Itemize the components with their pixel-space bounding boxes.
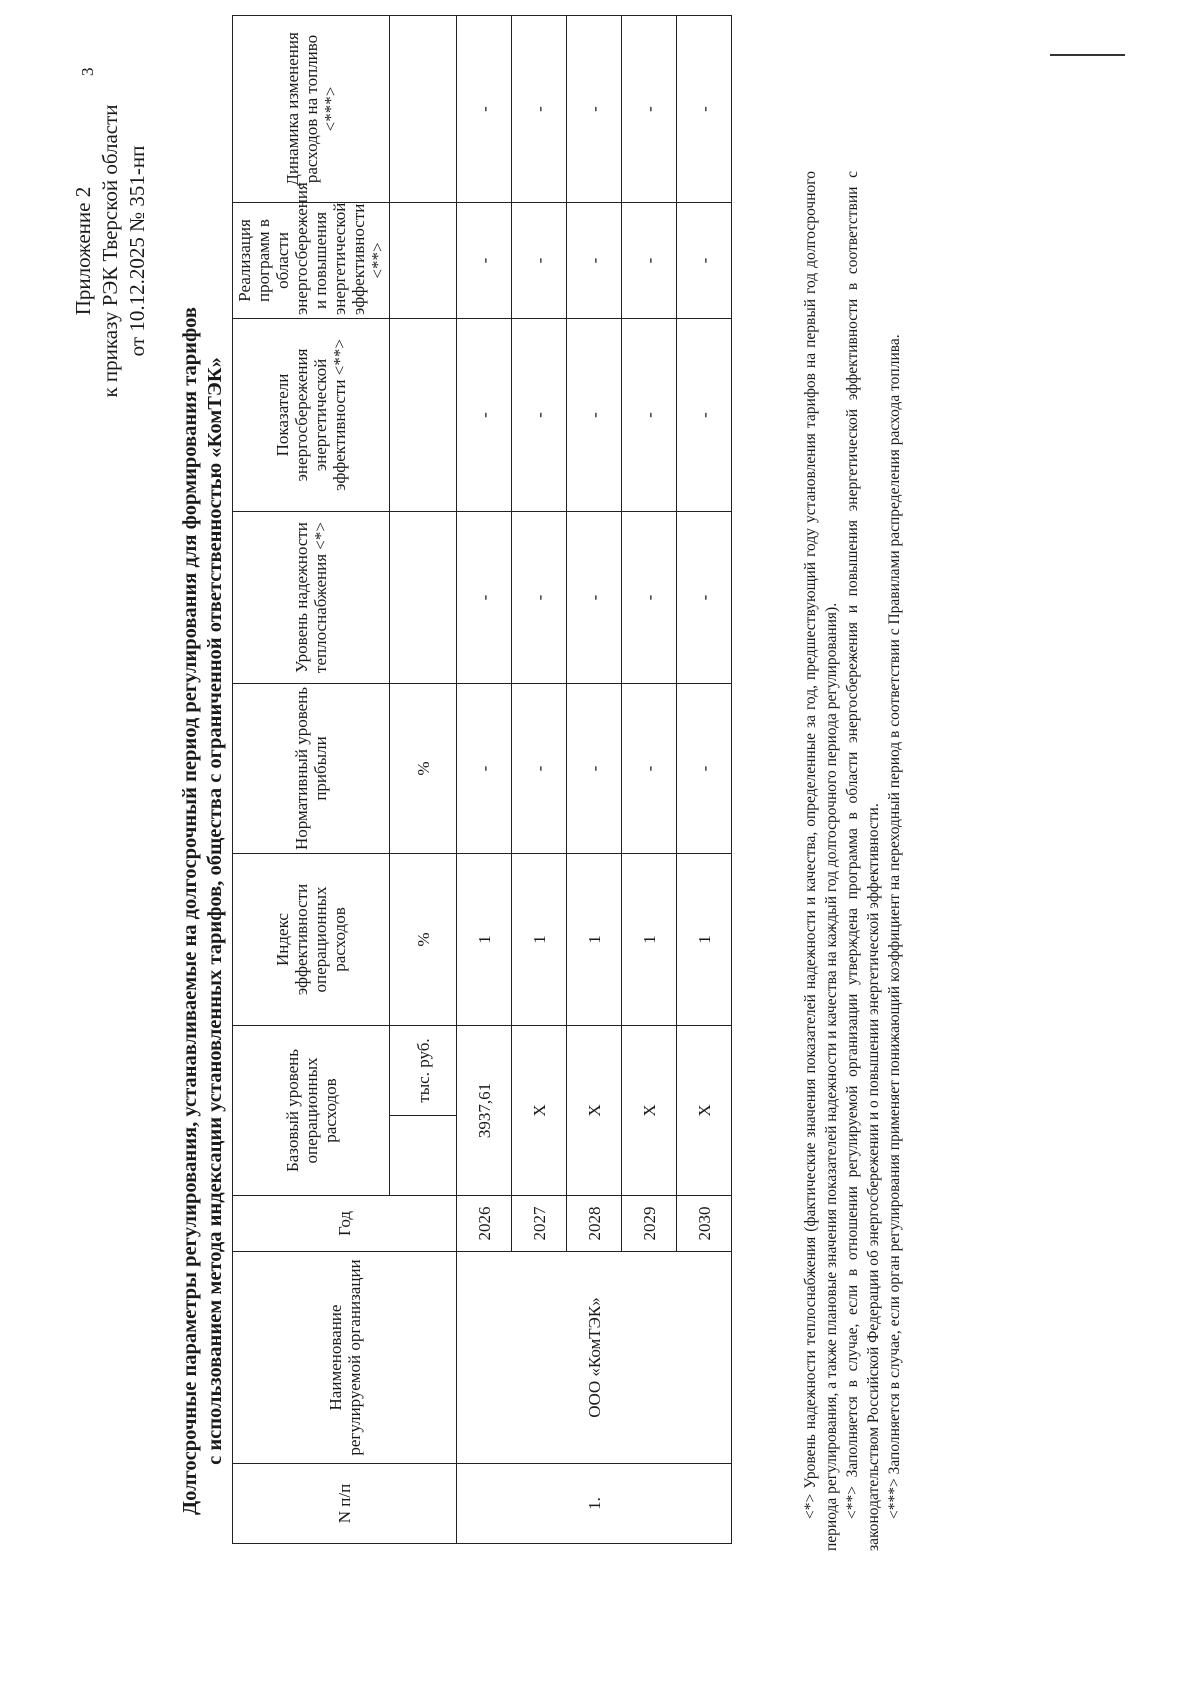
cell-eff-index: 1	[677, 853, 732, 1025]
cell-reliability: -	[622, 511, 677, 683]
header-fuel-dynamics: Динамика изменения расходов на топливо <***>	[233, 15, 390, 202]
cell-profit: -	[457, 683, 512, 853]
appendix-line-3: от 10.12.2025 № 351-нп	[125, 145, 149, 357]
cell-fuel-dynamics: -	[512, 15, 567, 202]
cell-energy-programs: -	[622, 202, 677, 318]
document-title	[178, 216, 228, 1606]
units-eff-index: %	[390, 853, 457, 1025]
row-num: 1.	[457, 1464, 732, 1544]
cell-year: 2030	[677, 1196, 732, 1252]
header-base-cost: Базовый уровень операционных расходов	[233, 1025, 390, 1195]
cell-year: 2028	[567, 1196, 622, 1252]
header-num: N п/п	[233, 1464, 457, 1544]
cell-eff-index: 1	[512, 853, 567, 1025]
cell-eff-index: 1	[622, 853, 677, 1025]
header-energy-programs: Реализация программ в области энергосбережения и повышения энергетической эффективности <**>	[233, 202, 390, 318]
cell-year: 2029	[622, 1196, 677, 1252]
cell-profit: -	[512, 683, 567, 853]
header-energy-indicators: Показатели энергосбережения энергетической эффективности <**>	[233, 318, 390, 511]
footnote-1: <*> Уровень надежности теплоснабжения (фактические значения показателей надежности и качества, определенные за год, предшествующий году установления тарифов на первый год долгосрочного периода регулирования, а также плановые значения показателей надежности и качества на каждый год долгосрочного периода регулирования).	[802, 171, 840, 1551]
cell-eff-index: 1	[567, 853, 622, 1025]
header-year: Год	[233, 1196, 457, 1252]
appendix-header	[70, 71, 151, 431]
footnotes	[800, 171, 905, 1551]
cell-energy-indicators: -	[677, 318, 732, 511]
units-reliability	[390, 511, 457, 683]
cell-energy-programs: -	[457, 202, 512, 318]
cell-energy-programs: -	[567, 202, 622, 318]
title-line-1: Долгосрочные параметры регулирования, устанавливаемые на долгосрочный период регулирования для формирования тарифов	[179, 307, 201, 1515]
appendix-line-2: к приказу РЭК Тверской области	[98, 104, 122, 398]
cell-base-cost: 3937,61	[457, 1025, 512, 1195]
appendix-line-1: Приложение 2	[71, 186, 95, 316]
margin-mark	[1050, 54, 1125, 56]
cell-profit: -	[677, 683, 732, 853]
header-reliability: Уровень надежности теплоснабжения <*>	[233, 511, 390, 683]
parameters-table	[232, 15, 732, 1544]
cell-reliability: -	[567, 511, 622, 683]
cell-reliability: -	[457, 511, 512, 683]
footnote-2: <**> Заполняется в случае, если в отношении регулируемой организации утверждена программа в области энергосбережения и повышения энергетической эффективности в соответствии с законодательством Российской Федерации об энергосбережении и о повышении энергетической эффективности.	[844, 171, 882, 1551]
cell-fuel-dynamics: -	[457, 15, 512, 202]
cell-eff-index: 1	[457, 853, 512, 1025]
cell-year: 2026	[457, 1196, 512, 1252]
cell-reliability: -	[677, 511, 732, 683]
cell-energy-indicators: -	[622, 318, 677, 511]
cell-energy-programs: -	[512, 202, 567, 318]
units-energy-indicators	[390, 318, 457, 511]
cell-energy-indicators: -	[457, 318, 512, 511]
page-number: 3	[78, 67, 97, 76]
footnote-3: <***> Заполняется в случае, если орган регулирования применяет понижающий коэффициент на переходный период в соответствии с Правилами распределения расхода топлива.	[886, 334, 903, 1519]
cell-year: 2027	[512, 1196, 567, 1252]
header-eff-index: Индекс эффективности операционных расходов	[233, 853, 390, 1025]
title-line-2: с использованием метода индексации установленных тарифов, общества с ограниченной ответственностью «КомТЭК»	[204, 357, 226, 1465]
cell-profit: -	[567, 683, 622, 853]
cell-base-cost: Х	[567, 1025, 622, 1195]
table-row	[457, 15, 512, 1543]
cell-reliability: -	[512, 511, 567, 683]
units-base-cost: тыс. руб.	[390, 1025, 457, 1115]
units-profit: %	[390, 683, 457, 853]
units-base-cost-spacer	[390, 1116, 457, 1196]
cell-energy-programs: -	[677, 202, 732, 318]
units-energy-programs	[390, 202, 457, 318]
cell-base-cost: Х	[677, 1025, 732, 1195]
org-name: ООО «КомТЭК»	[457, 1252, 732, 1464]
cell-energy-indicators: -	[512, 318, 567, 511]
cell-base-cost: Х	[622, 1025, 677, 1195]
header-org: Наименование регулируемой организации	[233, 1252, 457, 1464]
cell-fuel-dynamics: -	[622, 15, 677, 202]
cell-energy-indicators: -	[567, 318, 622, 511]
cell-fuel-dynamics: -	[677, 15, 732, 202]
cell-fuel-dynamics: -	[567, 15, 622, 202]
units-fuel-dynamics	[390, 15, 457, 202]
header-profit: Нормативный уровень прибыли	[233, 683, 390, 853]
cell-base-cost: Х	[512, 1025, 567, 1195]
cell-profit: -	[622, 683, 677, 853]
